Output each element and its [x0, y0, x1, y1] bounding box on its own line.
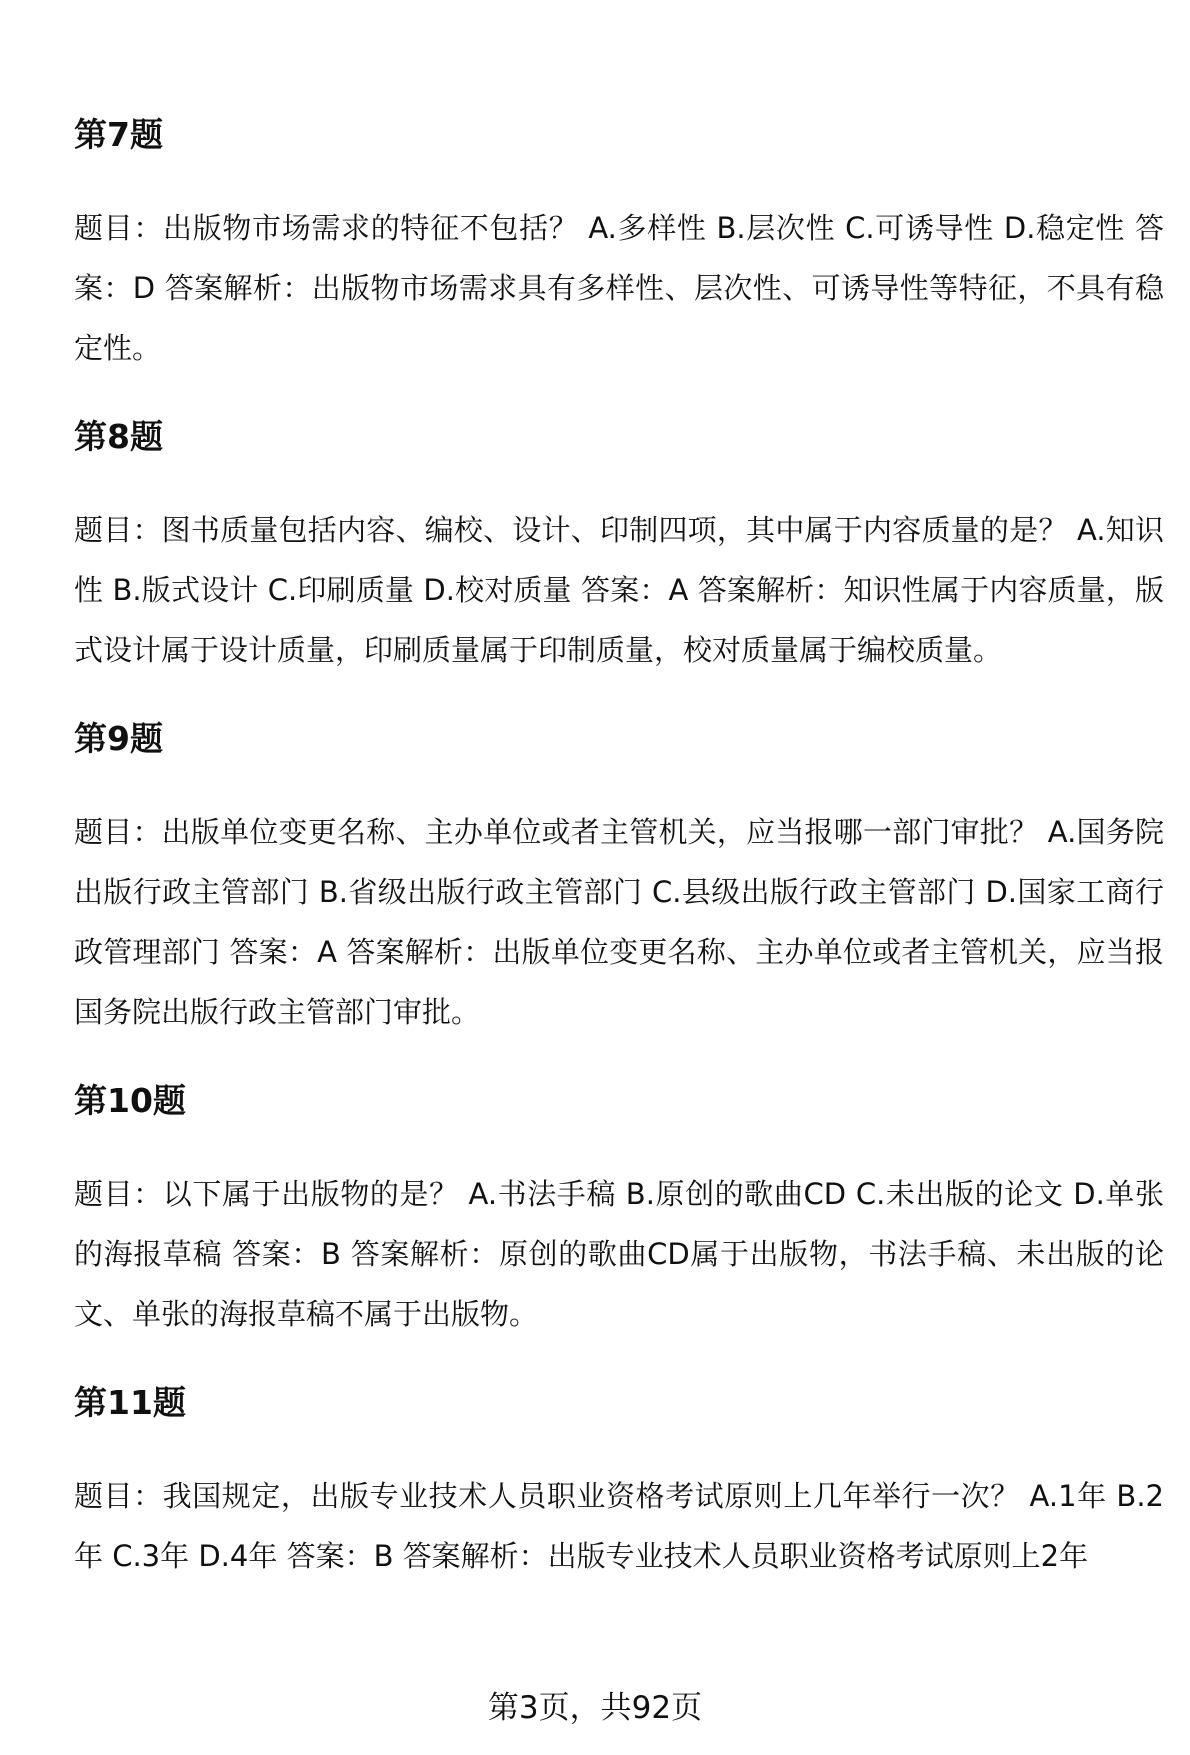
question-11 [74, 1380, 1164, 1586]
question-heading: 第8题 [74, 417, 163, 456]
question-7 [74, 112, 1164, 378]
question-heading: 第11题 [74, 1383, 186, 1422]
question-9 [74, 716, 1164, 1042]
question-8 [74, 414, 1164, 680]
question-heading: 第10题 [74, 1081, 186, 1120]
question-10 [74, 1078, 1164, 1344]
page-number-footer: 第3页，共92页 [487, 1690, 703, 1726]
question-body: 题目：出版物市场需求的特征不包括？ A.多样性 B.层次性 C.可诱导性 D.稳定性 答案：D 答案解析：出版物市场需求具有多样性、层次性、可诱导性等特征，不具有稳定性。 [74, 211, 1164, 365]
question-heading: 第9题 [74, 719, 163, 758]
question-body: 题目：以下属于出版物的是？ A.书法手稿 B.原创的歌曲CD C.未出版的论文 D.单张的海报草稿 答案：B 答案解析：原创的歌曲CD属于出版物，书法手稿、未出版的论文、单张的海报草稿不属于出版物。 [74, 1177, 1164, 1331]
question-body: 题目：我国规定，出版专业技术人员职业资格考试原则上几年举行一次？ A.1年 B.2年 C.3年 D.4年 答案：B 答案解析：出版专业技术人员职业资格考试原则上2年 [74, 1479, 1164, 1573]
question-body: 题目：图书质量包括内容、编校、设计、印制四项，其中属于内容质量的是？ A.知识性 B.版式设计 C.印刷质量 D.校对质量 答案：A 答案解析：知识性属于内容质量，版式设计属于设计质量，印刷质量属于印制质量，校对质量属于编校质量。 [74, 513, 1164, 667]
question-body: 题目：出版单位变更名称、主办单位或者主管机关，应当报哪一部门审批？ A.国务院出版行政主管部门 B.省级出版行政主管部门 C.县级出版行政主管部门 D.国家工商行政管理部门 答案：A 答案解析：出版单位变更名称、主办单位或者主管机关，应当报国务院出版行政主管部门审批。 [74, 815, 1164, 1029]
question-heading: 第7题 [74, 115, 163, 154]
question-list [74, 112, 1164, 1622]
